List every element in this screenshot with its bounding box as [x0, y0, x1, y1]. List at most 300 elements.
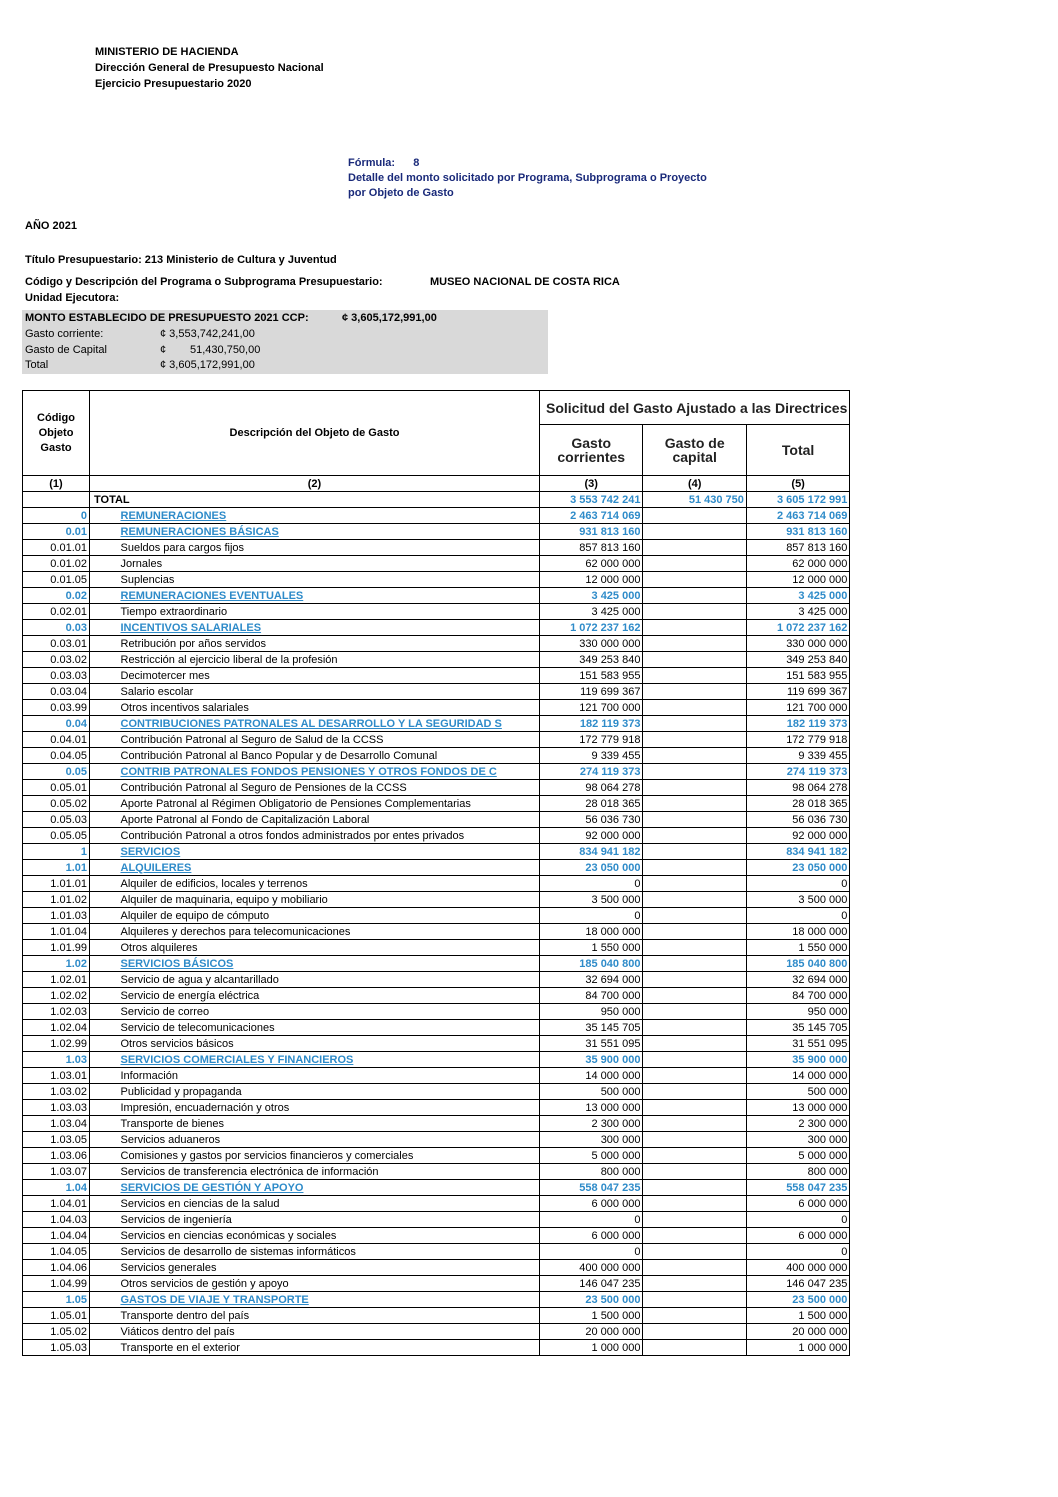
ministry-title: MINISTERIO DE HACIENDA: [95, 46, 239, 58]
formula-label: Fórmula:: [348, 157, 396, 169]
row-gasto-capital: [643, 1228, 746, 1244]
table-row: [23, 1148, 850, 1164]
row-description: [119, 604, 540, 620]
row-description: [119, 1036, 540, 1052]
row-code: 0.02.01: [23, 604, 90, 620]
row-gasto-capital: [643, 1004, 746, 1020]
row-gasto-capital: [643, 636, 746, 652]
row-gasto-corriente: 950 000: [540, 1004, 643, 1020]
row-gasto-corriente: 121 700 000: [540, 700, 643, 716]
monto-label: MONTO ESTABLECIDO DE PRESUPUESTO 2021 CCP:: [25, 312, 309, 324]
row-gasto-corriente: 1 550 000: [540, 940, 643, 956]
row-code: 0.04.05: [23, 748, 90, 764]
row-description-text: Sueldos para cargos fijos: [120, 541, 245, 554]
corriente-value: ¢ 3,553,742,241,00: [160, 328, 255, 340]
row-gap: [90, 812, 119, 828]
table-row: [23, 1180, 850, 1196]
row-description-text: ALQUILERES: [120, 861, 192, 874]
row-gasto-corriente: 1 000 000: [540, 1340, 643, 1356]
row-gasto-corriente: 800 000: [540, 1164, 643, 1180]
row-gasto-capital: [643, 1084, 746, 1100]
colnum-3: (3): [540, 476, 643, 492]
row-gasto-capital: [643, 1196, 746, 1212]
row-code: 1.03.01: [23, 1068, 90, 1084]
row-code: 1.01.02: [23, 892, 90, 908]
row-gap: [90, 572, 119, 588]
row-code: 1.03.04: [23, 1116, 90, 1132]
row-code: 0: [23, 508, 90, 524]
row-gap: [90, 540, 119, 556]
row-description-text: Contribución Patronal al Seguro de Pensiones de la CCSS: [120, 781, 407, 794]
row-total: 32 694 000: [746, 972, 849, 988]
row-code: 0.01: [23, 524, 90, 540]
table-row: [23, 892, 850, 908]
row-description: [119, 716, 540, 732]
row-gasto-corriente: 1 072 237 162: [540, 620, 643, 636]
row-code: 0.02: [23, 588, 90, 604]
row-code: 1.04.99: [23, 1276, 90, 1292]
row-total: 56 036 730: [746, 812, 849, 828]
table-row: [23, 684, 850, 700]
row-code: 1.01: [23, 860, 90, 876]
row-gap: [90, 1276, 119, 1292]
row-description-text: Aporte Patronal al Régimen Obligatorio de Pensiones Complementarias: [120, 797, 471, 810]
row-description: [119, 780, 540, 796]
row-total: 121 700 000: [746, 700, 849, 716]
row-total: 31 551 095: [746, 1036, 849, 1052]
row-description-text: Otros servicios básicos: [120, 1037, 234, 1050]
row-code: 0.05.01: [23, 780, 90, 796]
capital-value: 51,430,750,00: [190, 344, 261, 356]
row-gasto-corriente: 857 813 160: [540, 540, 643, 556]
row-gasto-corriente: 151 583 955: [540, 668, 643, 684]
row-gasto-corriente: 23 050 000: [540, 860, 643, 876]
row-description-text: Otros alquileres: [120, 941, 198, 954]
row-gasto-capital: [643, 1036, 746, 1052]
table-row: [23, 1020, 850, 1036]
row-gasto-corriente: 3 425 000: [540, 588, 643, 604]
row-description: [119, 1260, 540, 1276]
table-row: [23, 828, 850, 844]
row-gasto-capital: [643, 1324, 746, 1340]
row-gasto-capital: [643, 1052, 746, 1068]
row-code: 1.03.02: [23, 1084, 90, 1100]
row-description-text: SERVICIOS BÁSICOS: [120, 957, 234, 970]
table-row: [23, 1244, 850, 1260]
table-row: [23, 1116, 850, 1132]
colnum-4: (4): [643, 476, 746, 492]
row-gasto-capital: [643, 748, 746, 764]
row-gasto-corriente: 400 000 000: [540, 1260, 643, 1276]
row-code: 1.05.03: [23, 1340, 90, 1356]
header-gasto-capital: Gasto de capital: [643, 425, 746, 476]
row-description: [119, 1244, 540, 1260]
table-row: [23, 988, 850, 1004]
row-gasto-corriente: 62 000 000: [540, 556, 643, 572]
row-gasto-capital: [643, 780, 746, 796]
row-gasto-corriente: 18 000 000: [540, 924, 643, 940]
row-description: [119, 1148, 540, 1164]
table-row: [23, 764, 850, 780]
row-gap: [90, 1180, 119, 1196]
row-description-text: Decimotercer mes: [120, 669, 210, 682]
row-gasto-capital: [643, 700, 746, 716]
row-total: 62 000 000: [746, 556, 849, 572]
row-gap: [90, 700, 119, 716]
row-gap: [90, 1292, 119, 1308]
row-description: [119, 540, 540, 556]
row-description-text: Restricción al ejercicio liberal de la profesión: [120, 653, 338, 666]
row-description: [119, 812, 540, 828]
row-gap: [90, 1228, 119, 1244]
row-total: 14 000 000: [746, 1068, 849, 1084]
row-code: 1.04.01: [23, 1196, 90, 1212]
table-row: [23, 924, 850, 940]
programa-label: Código y Descripción del Programa o Subprograma Presupuestario:: [25, 276, 383, 288]
row-gasto-corriente: 98 064 278: [540, 780, 643, 796]
row-gap: [90, 764, 119, 780]
row-gasto-corriente: 349 253 840: [540, 652, 643, 668]
row-gasto-corriente: 6 000 000: [540, 1196, 643, 1212]
row-gasto-capital: [643, 732, 746, 748]
row-description: [119, 1276, 540, 1292]
row-total: 3 425 000: [746, 604, 849, 620]
row-total: 1 072 237 162: [746, 620, 849, 636]
row-description-text: Servicios de ingeniería: [120, 1213, 232, 1226]
row-gasto-capital: [643, 1212, 746, 1228]
row-gap: [90, 668, 119, 684]
row-total: 20 000 000: [746, 1324, 849, 1340]
row-description-text: Contribución Patronal al Seguro de Salud de la CCSS: [120, 733, 384, 746]
table-row: [23, 604, 850, 620]
row-description: [119, 1132, 540, 1148]
row-gap: [90, 1100, 119, 1116]
row-total: 3 425 000: [746, 588, 849, 604]
row-gasto-capital: [643, 1244, 746, 1260]
row-gap: [90, 1004, 119, 1020]
row-gasto-corriente: 300 000: [540, 1132, 643, 1148]
row-gasto-capital: [643, 508, 746, 524]
total-capital: 51 430 750: [643, 492, 746, 508]
row-code: 1.01.99: [23, 940, 90, 956]
row-gasto-corriente: 558 047 235: [540, 1180, 643, 1196]
row-description-text: REMUNERACIONES: [120, 509, 227, 522]
row-description: [119, 940, 540, 956]
row-gasto-corriente: 5 000 000: [540, 1148, 643, 1164]
table-row: [23, 700, 850, 716]
row-gasto-corriente: 2 300 000: [540, 1116, 643, 1132]
row-gap: [90, 556, 119, 572]
row-description-text: Aporte Patronal al Fondo de Capitalización Laboral: [120, 813, 370, 826]
row-description: [119, 876, 540, 892]
row-description: [119, 652, 540, 668]
table-row: [23, 748, 850, 764]
row-gasto-capital: [643, 1292, 746, 1308]
row-gap: [90, 732, 119, 748]
row-gasto-capital: [643, 1340, 746, 1356]
row-description: [119, 908, 540, 924]
row-code: 0.03.03: [23, 668, 90, 684]
row-total: 349 253 840: [746, 652, 849, 668]
row-gasto-corriente: 3 500 000: [540, 892, 643, 908]
row-description: [119, 572, 540, 588]
row-total: 151 583 955: [746, 668, 849, 684]
total-corrientes: 3 553 742 241: [540, 492, 643, 508]
row-gasto-corriente: 330 000 000: [540, 636, 643, 652]
row-code: 1.02.02: [23, 988, 90, 1004]
row-description: [119, 1340, 540, 1356]
row-description: [119, 1196, 540, 1212]
row-description-text: GASTOS DE VIAJE Y TRANSPORTE: [120, 1293, 309, 1306]
row-gasto-capital: [643, 1148, 746, 1164]
row-gap: [90, 940, 119, 956]
row-gap: [90, 1020, 119, 1036]
row-gasto-capital: [643, 572, 746, 588]
row-code: 1.04.06: [23, 1260, 90, 1276]
row-code: 0.03: [23, 620, 90, 636]
colnum-1: (1): [23, 476, 90, 492]
row-description-text: REMUNERACIONES BÁSICAS: [120, 525, 279, 538]
row-gasto-corriente: 56 036 730: [540, 812, 643, 828]
budget-summary-box: [22, 310, 548, 374]
header-solicitud: Solicitud del Gasto Ajustado a las Directrices: [540, 391, 850, 425]
row-description: [119, 828, 540, 844]
row-description: [119, 556, 540, 572]
table-row: [23, 508, 850, 524]
table-row: [23, 572, 850, 588]
row-gasto-capital: [643, 652, 746, 668]
row-code: 1.03.06: [23, 1148, 90, 1164]
table-row: [23, 972, 850, 988]
row-gasto-corriente: 172 779 918: [540, 732, 643, 748]
row-description: [119, 764, 540, 780]
row-gasto-capital: [643, 796, 746, 812]
row-code: 1.02.99: [23, 1036, 90, 1052]
row-description-text: Publicidad y propaganda: [120, 1085, 242, 1098]
table-row: [23, 860, 850, 876]
row-code: 1.03: [23, 1052, 90, 1068]
table-row: [23, 1196, 850, 1212]
row-gap: [90, 1036, 119, 1052]
row-gasto-corriente: 20 000 000: [540, 1324, 643, 1340]
row-gasto-corriente: 28 018 365: [540, 796, 643, 812]
row-gasto-capital: [643, 828, 746, 844]
row-gap: [90, 652, 119, 668]
row-description: [119, 1324, 540, 1340]
row-code: 1.05.01: [23, 1308, 90, 1324]
row-description-text: Alquiler de maquinaria, equipo y mobiliario: [120, 893, 328, 906]
row-gasto-corriente: 6 000 000: [540, 1228, 643, 1244]
row-code: 0.05: [23, 764, 90, 780]
row-description: [119, 1052, 540, 1068]
formula-line-3: por Objeto de Gasto: [348, 187, 454, 199]
row-code: 0.04.01: [23, 732, 90, 748]
table-row: [23, 540, 850, 556]
row-description: [119, 508, 540, 524]
row-description: [119, 1116, 540, 1132]
row-total: 0: [746, 908, 849, 924]
row-description: [119, 1308, 540, 1324]
colnum-2: (2): [90, 476, 540, 492]
row-gap: [90, 636, 119, 652]
row-gasto-corriente: 185 040 800: [540, 956, 643, 972]
capital-label: Gasto de Capital: [25, 344, 107, 356]
row-gasto-corriente: 35 900 000: [540, 1052, 643, 1068]
row-gap: [90, 972, 119, 988]
row-description: [119, 988, 540, 1004]
row-total: 857 813 160: [746, 540, 849, 556]
row-description: [119, 1068, 540, 1084]
row-gasto-corriente: 2 463 714 069: [540, 508, 643, 524]
row-gap: [90, 844, 119, 860]
row-gasto-corriente: 146 047 235: [540, 1276, 643, 1292]
row-code: 0.01.01: [23, 540, 90, 556]
row-code: 1.01.01: [23, 876, 90, 892]
row-description-text: Transporte dentro del país: [120, 1309, 250, 1322]
row-gasto-corriente: 14 000 000: [540, 1068, 643, 1084]
row-code: 1: [23, 844, 90, 860]
table-row: [23, 1212, 850, 1228]
table-row: [23, 588, 850, 604]
row-gasto-corriente: 31 551 095: [540, 1036, 643, 1052]
formula-line-2: Detalle del monto solicitado por Programa, Subprograma o Proyecto: [348, 172, 707, 184]
row-code: 1.02.01: [23, 972, 90, 988]
row-gasto-capital: [643, 620, 746, 636]
row-gap: [90, 748, 119, 764]
table-body: [23, 508, 850, 1356]
row-gasto-capital: [643, 860, 746, 876]
row-code: 0.01.05: [23, 572, 90, 588]
row-description-text: Transporte de bienes: [120, 1117, 225, 1130]
table-row: [23, 620, 850, 636]
table-row: [23, 876, 850, 892]
row-description: [119, 684, 540, 700]
row-gasto-capital: [643, 1068, 746, 1084]
row-description-text: Servicio de agua y alcantarillado: [120, 973, 279, 986]
row-description-text: Servicios aduaneros: [120, 1133, 221, 1146]
row-total: 28 018 365: [746, 796, 849, 812]
row-total: 185 040 800: [746, 956, 849, 972]
row-description-text: Alquiler de edificios, locales y terrenos: [120, 877, 308, 890]
row-description-text: Otros servicios de gestión y apoyo: [120, 1277, 289, 1290]
row-total: 6 000 000: [746, 1228, 849, 1244]
row-total: 800 000: [746, 1164, 849, 1180]
table-row: [23, 524, 850, 540]
row-code: 1.04.05: [23, 1244, 90, 1260]
programa-value: MUSEO NACIONAL DE COSTA RICA: [430, 276, 620, 288]
table-row: [23, 1228, 850, 1244]
table-row: [23, 780, 850, 796]
row-gap: [90, 908, 119, 924]
table-row: [23, 1260, 850, 1276]
row-description-text: Servicio de telecomunicaciones: [120, 1021, 275, 1034]
row-gap: [90, 1084, 119, 1100]
row-total: 1 000 000: [746, 1340, 849, 1356]
row-total: 931 813 160: [746, 524, 849, 540]
budget-detail-table: [22, 390, 850, 1356]
row-total: 98 064 278: [746, 780, 849, 796]
total-row: [23, 492, 850, 508]
total-label: Total: [25, 359, 49, 371]
row-description-text: Impresión, encuadernación y otros: [120, 1101, 290, 1114]
row-total: 2 463 714 069: [746, 508, 849, 524]
row-total: 834 941 182: [746, 844, 849, 860]
row-description-text: SERVICIOS DE GESTIÓN Y APOYO: [120, 1181, 304, 1194]
row-gasto-capital: [643, 524, 746, 540]
year-label: AÑO 2021: [25, 220, 77, 232]
row-gasto-capital: [643, 556, 746, 572]
row-total: 400 000 000: [746, 1260, 849, 1276]
row-code: 0.05.02: [23, 796, 90, 812]
row-gap: [90, 1308, 119, 1324]
row-description: [119, 892, 540, 908]
row-description-text: Servicios en ciencias de la salud: [120, 1197, 280, 1210]
row-description: [119, 1228, 540, 1244]
row-description-text: Servicios generales: [120, 1261, 217, 1274]
row-gap: [90, 1244, 119, 1260]
total-row-label: TOTAL: [90, 492, 540, 508]
row-description-text: Transporte en el exterior: [120, 1341, 240, 1354]
row-gasto-corriente: 0: [540, 908, 643, 924]
table-row: [23, 1084, 850, 1100]
row-gasto-corriente: 12 000 000: [540, 572, 643, 588]
table-row: [23, 812, 850, 828]
row-gasto-corriente: 84 700 000: [540, 988, 643, 1004]
row-code: 1.02.03: [23, 1004, 90, 1020]
row-gasto-corriente: 834 941 182: [540, 844, 643, 860]
row-gap: [90, 620, 119, 636]
row-code: 0.03.99: [23, 700, 90, 716]
row-description-text: Servicios de transferencia electrónica de información: [120, 1165, 379, 1178]
table-row: [23, 652, 850, 668]
row-code: 1.04.04: [23, 1228, 90, 1244]
row-description: [119, 668, 540, 684]
table-row: [23, 1052, 850, 1068]
table-row: [23, 716, 850, 732]
row-gasto-capital: [643, 604, 746, 620]
table-row: [23, 1340, 850, 1356]
table-row: [23, 844, 850, 860]
unidad-ejecutora: Unidad Ejecutora:: [25, 292, 120, 304]
row-gap: [90, 716, 119, 732]
row-gap: [90, 1196, 119, 1212]
row-gasto-capital: [643, 1180, 746, 1196]
row-description: [119, 1164, 540, 1180]
row-gasto-capital: [643, 924, 746, 940]
row-gasto-capital: [643, 844, 746, 860]
monto-value: ¢ 3,605,172,991,00: [342, 312, 437, 324]
row-gasto-capital: [643, 988, 746, 1004]
row-description: [119, 972, 540, 988]
row-gasto-capital: [643, 812, 746, 828]
row-gasto-corriente: 23 500 000: [540, 1292, 643, 1308]
row-gasto-capital: [643, 1132, 746, 1148]
formula-number: 8: [413, 157, 420, 169]
row-gasto-capital: [643, 716, 746, 732]
row-gap: [90, 956, 119, 972]
row-gasto-corriente: 0: [540, 1244, 643, 1260]
row-gasto-corriente: 13 000 000: [540, 1100, 643, 1116]
row-total: 3 500 000: [746, 892, 849, 908]
row-description: [119, 748, 540, 764]
row-total: 330 000 000: [746, 636, 849, 652]
row-description: [119, 1212, 540, 1228]
row-code: 1.04.03: [23, 1212, 90, 1228]
table-row: [23, 956, 850, 972]
row-code: 0.03.01: [23, 636, 90, 652]
exercise-title: Ejercicio Presupuestario 2020: [95, 78, 252, 90]
row-gap: [90, 780, 119, 796]
